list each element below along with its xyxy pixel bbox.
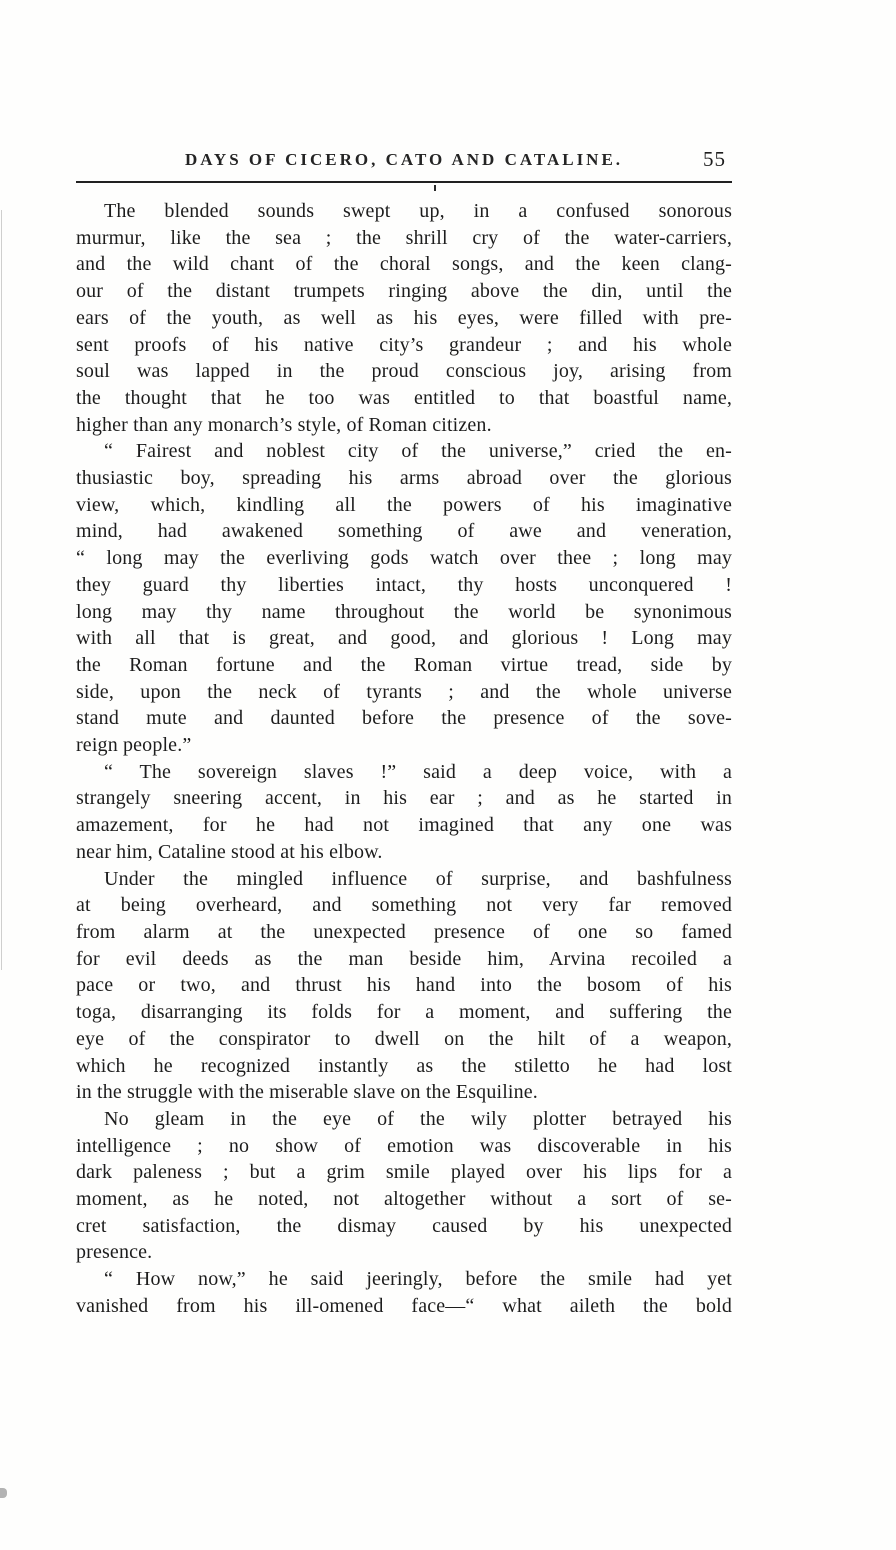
book-page	[76, 147, 732, 1320]
text-line: murmur, like the sea ; the shrill cry of the water-carriers,	[76, 226, 732, 249]
text-line: at being overheard, and something not very far removed	[76, 894, 732, 917]
text-line: the thought that he too was entitled to that boastful name,	[76, 386, 732, 409]
text-line: for evil deeds as the man beside him, Arvina recoiled a	[76, 947, 732, 970]
text-line: stand mute and daunted before the presence of the sove-	[76, 707, 732, 730]
paragraph-6	[76, 1266, 732, 1319]
text-line: No gleam in the eye of the wily plotter betrayed his	[104, 1107, 732, 1130]
text-line: dark paleness ; but a grim smile played over his lips for a	[76, 1161, 732, 1184]
text-line: eye of the conspirator to dwell on the hilt of a weapon,	[76, 1027, 732, 1050]
header-rule	[76, 181, 732, 183]
text-line: our of the distant trumpets ringing above the din, until the	[76, 280, 732, 303]
scan-smudge-artifact	[0, 1488, 7, 1498]
text-line: in the struggle with the miserable slave on the Esquiline.	[76, 1081, 538, 1104]
text-line: the Roman fortune and the Roman virtue tread, side by	[76, 653, 732, 676]
text-line: mind, had awakened something of awe and veneration,	[76, 520, 732, 543]
text-line: thusiastic boy, spreading his arms abroad over the glorious	[76, 467, 732, 490]
text-line: “ Fairest and noblest city of the universe,” cried the en-	[104, 440, 732, 463]
text-line: Under the mingled influence of surprise, and bashfulness	[104, 867, 732, 890]
running-title: DAYS OF CICERO, CATO AND CATALINE.	[184, 150, 624, 169]
text-line: which he recognized instantly as the stiletto he had lost	[76, 1054, 732, 1077]
text-line: The blended sounds swept up, in a confused sonorous	[104, 200, 732, 222]
text-line: long may thy name throughout the world be synonimous	[76, 600, 732, 623]
text-line: intelligence ; no show of emotion was discoverable in his	[76, 1134, 732, 1157]
text-line: sent proofs of his native city’s grandeur ; and his whole	[76, 333, 732, 356]
text-line: “ long may the everliving gods watch over thee ; long may	[76, 547, 732, 570]
text-line: strangely sneering accent, in his ear ; and as he started in	[76, 787, 732, 810]
text-line: view, which, kindling all the powers of his imaginative	[76, 493, 732, 516]
text-line: moment, as he noted, not altogether without a sort of se-	[76, 1188, 732, 1211]
rule-ornament	[434, 185, 436, 191]
text-line: amazement, for he had not imagined that any one was	[76, 814, 732, 837]
text-line: “ How now,” he said jeeringly, before the smile had yet	[104, 1268, 732, 1291]
page-number: 55	[703, 147, 726, 171]
text-line: presence.	[76, 1241, 153, 1264]
paragraph-2	[76, 438, 732, 758]
text-line: ears of the youth, as well as his eyes, were filled with pre-	[76, 306, 732, 329]
text-line: side, upon the neck of tyrants ; and the whole universe	[76, 680, 732, 703]
text-line: they guard thy liberties intact, thy hosts unconquered !	[76, 573, 732, 596]
text-line: with all that is great, and good, and glorious ! Long may	[76, 627, 732, 650]
body-text	[76, 198, 732, 1320]
paragraph-1	[76, 198, 732, 438]
text-line: pace or two, and thrust his hand into the bosom of his	[76, 974, 732, 997]
paragraph-4	[76, 866, 732, 1106]
text-line: vanished from his ill-omened face—“ what aileth the bold	[76, 1294, 732, 1317]
text-line: reign people.”	[76, 734, 192, 757]
text-line: from alarm at the unexpected presence of one so famed	[76, 920, 732, 943]
text-line: cret satisfaction, the dismay caused by his unexpected	[76, 1214, 732, 1237]
text-line: higher than any monarch’s style, of Roman citizen.	[76, 413, 492, 436]
text-line: and the wild chant of the choral songs, and the keen clang-	[76, 253, 732, 276]
paragraph-3	[76, 759, 732, 866]
text-line: “ The sovereign slaves !” said a deep voice, with a	[104, 760, 732, 783]
page-header	[76, 147, 732, 172]
text-line: near him, Cataline stood at his elbow.	[76, 840, 383, 863]
text-line: toga, disarranging its folds for a moment, and suffering the	[76, 1001, 732, 1024]
text-line: soul was lapped in the proud conscious joy, arising from	[76, 360, 732, 383]
paragraph-5	[76, 1106, 732, 1266]
scan-edge-artifact	[1, 210, 2, 970]
